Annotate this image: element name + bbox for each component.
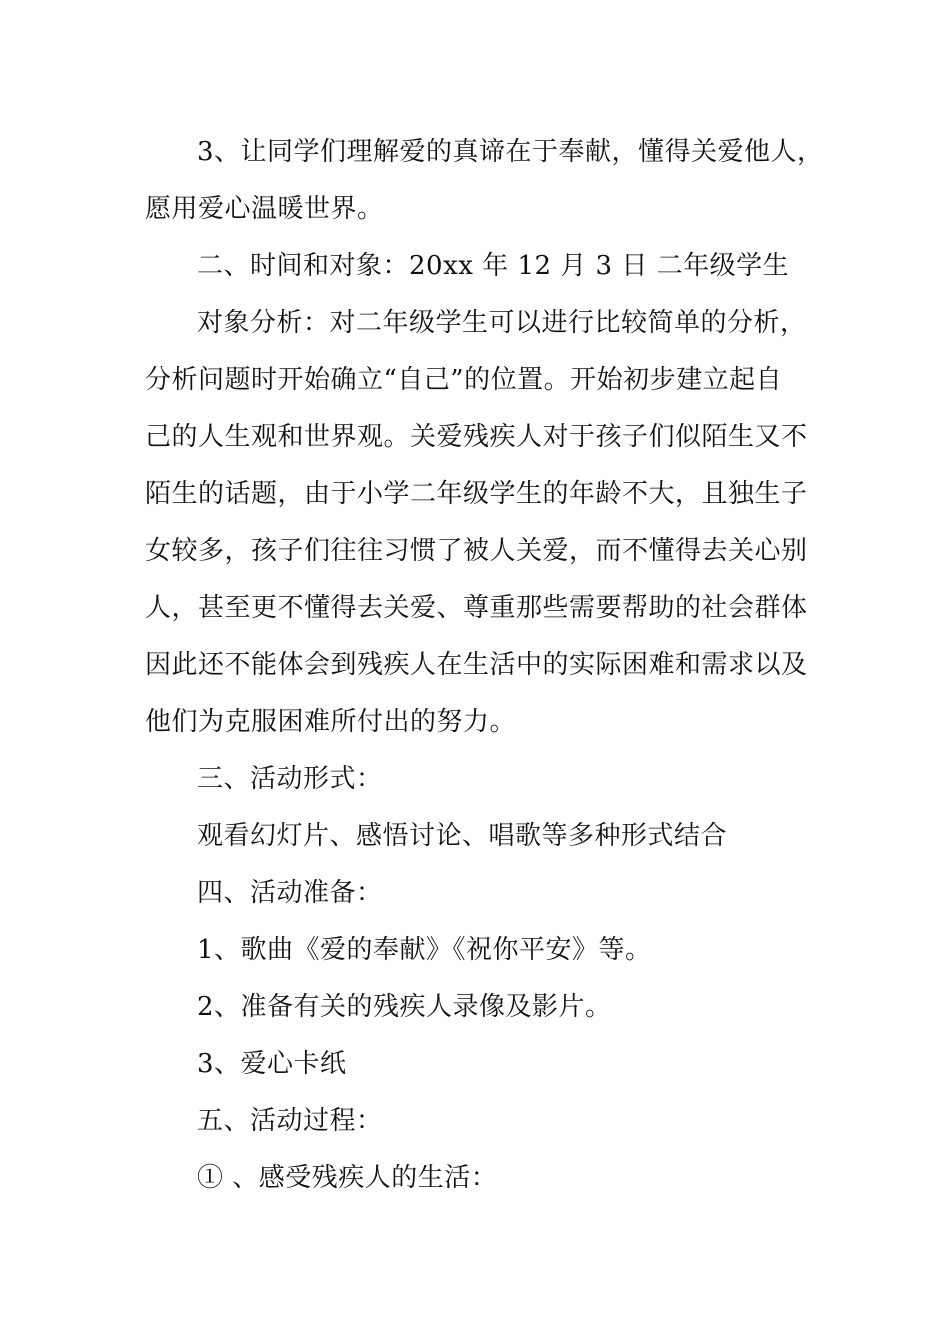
- preparation-item-1: 1、歌曲《爱的奉献》《祝你平安》等。: [197, 935, 652, 965]
- paragraph-goal-3-line-2: 愿用爱心温暖世界。: [145, 194, 384, 224]
- analysis-line-2: 分析问题时开始确立“自己”的位置。开始初步建立起自: [145, 365, 783, 395]
- section-time-and-target: 二、时间和对象：20xx 年 12 月 3 日 二年级学生: [197, 251, 790, 281]
- analysis-line-4: 陌生的话题，由于小学二年级学生的年龄不大，且独生子: [145, 479, 808, 509]
- activity-form-content: 观看幻灯片、感悟讨论、唱歌等多种形式结合: [197, 821, 728, 851]
- section-process-heading: 五、活动过程：: [197, 1106, 383, 1136]
- analysis-line-3: 己的人生观和世界观。关爱残疾人对于孩子们似陌生又不: [145, 422, 808, 452]
- section-activity-form-heading: 三、活动形式：: [197, 764, 383, 794]
- analysis-line-7: 因此还不能体会到残疾人在生活中的实际困难和需求以及: [145, 650, 808, 680]
- preparation-item-3: 3、爱心卡纸: [197, 1049, 347, 1079]
- analysis-line-8: 他们为克服困难所付出的努力。: [145, 707, 517, 737]
- paragraph-goal-3-line-1: 3、让同学们理解爱的真谛在于奉献，懂得关爱他人，: [197, 137, 824, 167]
- analysis-line-6: 人，甚至更不懂得去关爱、尊重那些需要帮助的社会群体: [145, 593, 808, 623]
- section-preparation-heading: 四、活动准备：: [197, 878, 383, 908]
- preparation-item-2: 2、准备有关的残疾人录像及影片。: [197, 992, 612, 1022]
- analysis-line-5: 女较多，孩子们往往习惯了被人关爱，而不懂得去关心别: [145, 536, 808, 566]
- analysis-line-1: 对象分析：对二年级学生可以进行比较简单的分析，: [197, 308, 807, 338]
- process-step-1: ① 、感受残疾人的生活：: [197, 1163, 498, 1193]
